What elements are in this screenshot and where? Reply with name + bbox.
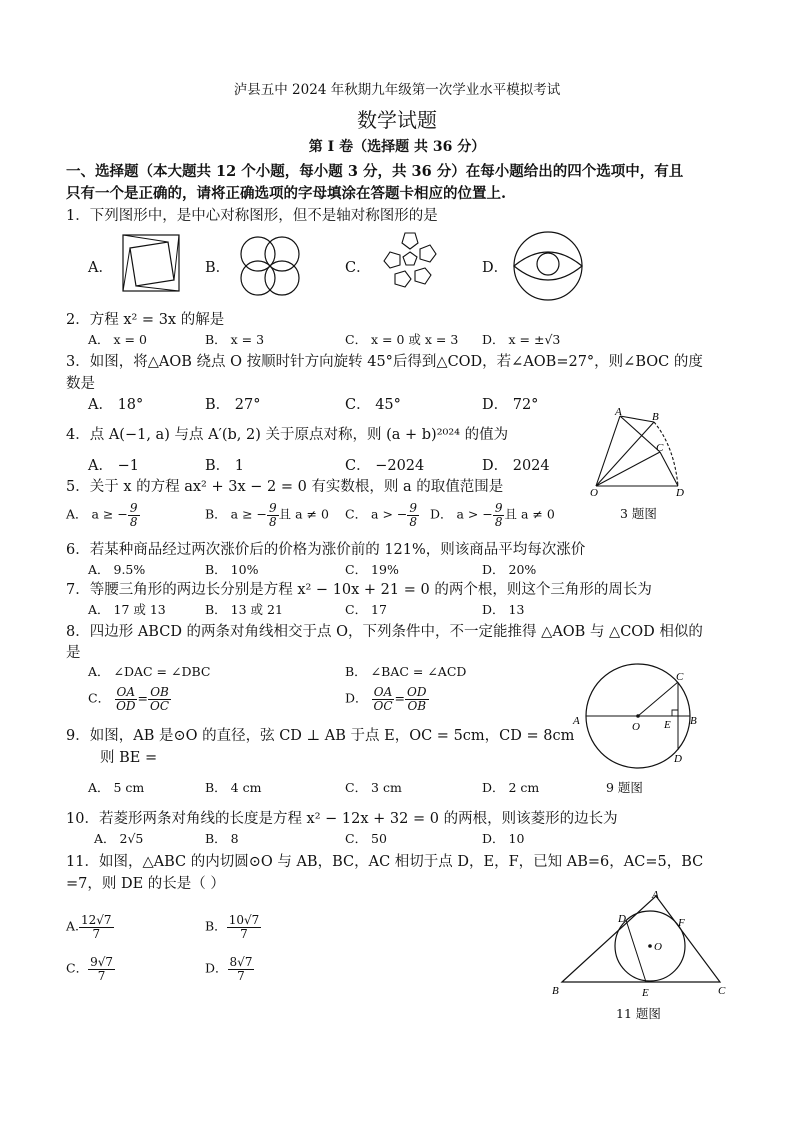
q2-option-d: D． x = ±√3	[482, 332, 561, 347]
f3-label-d: D	[676, 487, 684, 499]
q9-option-c: C． 3 cm	[345, 780, 402, 795]
q5-stem: 5．关于 x 的方程 ax² + 3x − 2 = 0 有实数根，则 a 的取值范围是	[66, 479, 504, 495]
q3-option-a: A． 18°	[88, 397, 144, 413]
f11-label-a: A	[652, 889, 659, 901]
exam-header: 泸县五中 2024 年秋期九年级第一次学业水平模拟考试	[233, 82, 561, 98]
q1-figure-b	[236, 232, 304, 300]
f11-label-b: B	[552, 985, 559, 997]
q1-option-b: B．	[205, 260, 231, 276]
q9-option-d: D． 2 cm	[482, 780, 540, 795]
q10-option-a: A． 2√5	[94, 831, 144, 846]
q11-option-a: A. $\frac{12√7}{7}$	[66, 913, 112, 941]
q2-option-c: C． x = 0 或 x = 3	[345, 332, 459, 347]
q5-option-d: D． a > − $\frac{9}{8}$ 且 a ≠ 0	[430, 501, 555, 529]
f9-label-e: E	[664, 719, 671, 731]
q3-option-d: D． 72°	[482, 397, 539, 413]
q10-option-b: B． 8	[205, 831, 239, 846]
q6-option-a: A． 9.5%	[88, 562, 146, 577]
q4-stem: 4．点 A(−1, a) 与点 A′(b, 2) 关于原点对称，则 (a + b)²⁰²⁴ 的值为	[66, 427, 509, 443]
q11-option-d: D． $\frac{8√7}{7}$	[205, 955, 253, 983]
q9-stem-line2: 则 BE =	[100, 750, 158, 766]
q3-option-c: C． 45°	[345, 397, 401, 413]
q8-stem-line2: 是	[66, 645, 81, 661]
q6-option-b: B． 10%	[205, 562, 259, 577]
q9-stem-line1: 9．如图，AB 是⊙O 的直径，弦 CD ⊥ AB 于点 E，OC = 5cm，CD = 8cm	[66, 728, 575, 744]
q1-stem: 1．下列图形中，是中心对称图形，但不是轴对称图形的是	[66, 208, 438, 224]
q1-option-d: D．	[482, 260, 509, 276]
f3-label-o: O	[590, 487, 598, 499]
q9-figure-caption: 9 题图	[606, 780, 643, 795]
instructions-line1: 一、选择题（本大题共 12 个小题，每小题 3 分，共 36 分）在每小题给出的四个选项中，有且	[66, 163, 684, 180]
q3-stem-line1: 3．如图，将△AOB 绕点 O 按顺时针方向旋转 45°后得到△COD，若∠AOB=27°，则∠BOC 的度	[66, 354, 703, 370]
f3-label-a: A	[615, 406, 622, 418]
q3-figure-caption: 3 题图	[620, 506, 657, 521]
q7-option-c: C． 17	[345, 602, 387, 617]
q5-option-c: C． a > − $\frac{9}{8}$	[345, 501, 418, 529]
instructions-line2: 只有一个是正确的，请将正确选项的字母填涂在答题卡相应的位置上.	[66, 185, 507, 202]
f9-label-c: C	[676, 671, 684, 683]
q5-option-a: A． a ≥ − $\frac{9}{8}$	[66, 501, 138, 529]
f11-label-d: D	[618, 913, 626, 925]
q10-option-c: C． 50	[345, 831, 387, 846]
f9-label-b: B	[690, 715, 697, 727]
q11-stem-line1: 11．如图，△ABC 的内切圆⊙O 与 AB，BC，AC 相切于点 D，E，F，已知 AB=6，AC=5，BC	[66, 854, 704, 870]
q10-option-d: D． 10	[482, 831, 525, 846]
q10-stem: 10．若菱形两条对角线的长度是方程 x² − 12x + 32 = 0 的两根，则该菱形的边长为	[66, 811, 618, 827]
f11-label-f: F	[678, 917, 685, 929]
q4-option-a: A． −1	[88, 458, 139, 474]
q11-figure	[548, 886, 734, 998]
f11-label-o: O	[654, 941, 662, 953]
q11-option-b: B． $\frac{10√7}{7}$	[205, 913, 260, 941]
q1-figure-c	[378, 228, 442, 292]
q9-option-b: B． 4 cm	[205, 780, 262, 795]
q6-option-c: C． 19%	[345, 562, 399, 577]
q3-stem-line2: 数是	[66, 376, 95, 392]
f3-label-c: C	[656, 442, 664, 454]
q6-stem: 6．若某种商品经过两次涨价后的价格为涨价前的 121%，则该商品平均每次涨价	[66, 542, 586, 558]
q9-option-a: A． 5 cm	[88, 780, 145, 795]
q3-option-b: B． 27°	[205, 397, 261, 413]
page-title: 数学试题	[357, 108, 437, 132]
q4-option-b: B． 1	[205, 458, 244, 474]
q8-option-c: C． $\frac{OA}{OD}$ = $\frac{OB}{OC}$	[88, 685, 170, 713]
f11-label-c: C	[718, 985, 726, 997]
q9-figure	[566, 662, 706, 782]
q8-option-a: A． ∠DAC = ∠DBC	[88, 664, 211, 679]
q1-option-c: C．	[345, 260, 371, 276]
f9-label-a: A	[573, 715, 580, 727]
f3-label-b: B	[652, 411, 659, 423]
q11-figure-caption: 11 题图	[616, 1006, 661, 1021]
f9-label-d: D	[674, 753, 682, 765]
q5-option-b: B． a ≥ − $\frac{9}{8}$ 且 a ≠ 0	[205, 501, 329, 529]
q7-option-d: D． 13	[482, 602, 525, 617]
q4-option-d: D． 2024	[482, 458, 550, 474]
q8-option-d: D． $\frac{OA}{OC}$ = $\frac{OD}{OB}$	[345, 685, 427, 713]
q7-stem: 7．等腰三角形的两边长分别是方程 x² − 10x + 21 = 0 的两个根，则这个三角形的周长为	[66, 582, 652, 598]
q7-option-b: B． 13 或 21	[205, 602, 283, 617]
q11-option-c: C． $\frac{9√7}{7}$	[66, 955, 113, 983]
q2-option-a: A． x = 0	[88, 332, 147, 347]
q4-option-c: C． −2024	[345, 458, 425, 474]
q7-option-a: A． 17 或 13	[88, 602, 166, 617]
q6-option-d: D． 20%	[482, 562, 537, 577]
q2-stem: 2．方程 x² = 3x 的解是	[66, 312, 225, 328]
q1-figure-d	[512, 230, 584, 302]
q3-figure	[584, 406, 694, 500]
f9-label-o: O	[632, 721, 640, 733]
f11-label-e: E	[642, 987, 649, 998]
q8-stem-line1: 8．四边形 ABCD 的两条对角线相交于点 O，下列条件中，不一定能推得 △AOB 与 △COD 相似的	[66, 624, 703, 640]
section-title: 第 I 卷（选择题 共 36 分）	[308, 139, 486, 155]
q2-option-b: B． x = 3	[205, 332, 265, 347]
q1-option-a: A．	[88, 260, 113, 276]
q11-stem-line2: =7，则 DE 的长是（ ）	[66, 876, 225, 892]
q8-option-b: B． ∠BAC = ∠ACD	[345, 664, 467, 679]
q1-figure-a	[120, 232, 184, 296]
